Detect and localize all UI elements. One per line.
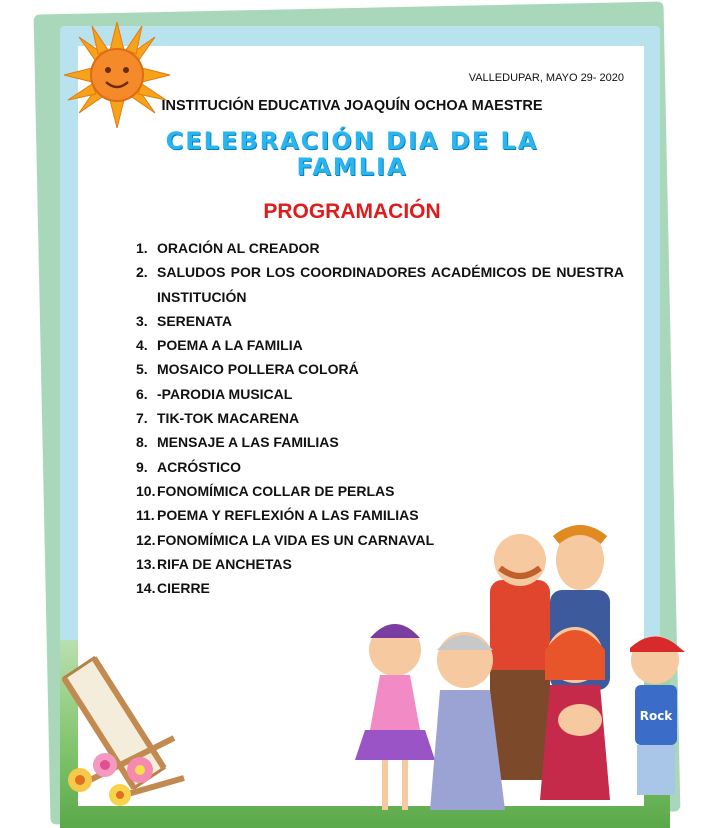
flower bbox=[109, 784, 131, 806]
program-item-text: SALUDOS POR LOS COORDINADORES ACADÉMICOS DE NUESTRA INSTITUCIÓN bbox=[157, 264, 624, 305]
program-item-number: 4. bbox=[136, 337, 148, 354]
family-illustration bbox=[340, 520, 704, 820]
program-item bbox=[136, 309, 624, 333]
program-item bbox=[136, 406, 624, 430]
program-item-number: 9. bbox=[136, 458, 148, 475]
program-item-number: 6. bbox=[136, 385, 148, 402]
program-item bbox=[136, 382, 624, 406]
program-item bbox=[136, 357, 624, 381]
program-item-text: POEMA Y REFLEXIÓN A LAS FAMILIAS bbox=[157, 507, 419, 524]
program-item-number: 1. bbox=[136, 240, 148, 256]
program-item-number: 2. bbox=[136, 264, 148, 281]
program-item-text: MENSAJE A LAS FAMILIAS bbox=[157, 434, 339, 451]
mom-figure bbox=[540, 627, 610, 800]
boy-figure bbox=[630, 636, 685, 795]
program-item-text: ACRÓSTICO bbox=[157, 458, 241, 475]
grandpa-figure bbox=[490, 534, 550, 780]
program-item-number: 14. bbox=[136, 580, 156, 597]
flowers-illustration bbox=[60, 740, 170, 810]
program-item bbox=[136, 455, 624, 479]
program-item bbox=[136, 430, 624, 454]
sun-face bbox=[91, 49, 143, 101]
program-item-text: MOSAICO POLLERA COLORÁ bbox=[157, 361, 359, 378]
program-item bbox=[136, 260, 624, 309]
program-item-text: FONOMÍMICA COLLAR DE PERLAS bbox=[157, 482, 395, 499]
date-line: VALLEDUPAR, MAYO 29- 2020 bbox=[468, 72, 624, 84]
girl-figure bbox=[355, 624, 435, 810]
program-item-number: 11. bbox=[136, 507, 155, 524]
flower bbox=[93, 753, 117, 777]
program-item-text: CIERRE bbox=[157, 580, 210, 597]
program-item-number: 8. bbox=[136, 434, 148, 451]
program-item bbox=[136, 333, 624, 357]
program-item-number: 7. bbox=[136, 410, 148, 427]
program-item-number: 12. bbox=[136, 531, 156, 548]
school-name: INSTITUCIÓN EDUCATIVA JOAQUÍN OCHOA MAESTRE bbox=[161, 98, 543, 114]
program-item-text: SERENATA bbox=[157, 312, 232, 329]
boy-shirt-text: Rock bbox=[639, 709, 673, 723]
program-item-text: ORACIÓN AL CREADOR bbox=[157, 240, 320, 256]
program-item-text: -PARODIA MUSICAL bbox=[157, 385, 293, 402]
event-title-line1: CELEBRACIÓN DIA DE LA bbox=[165, 127, 539, 155]
event-title-line2: FAMLIA bbox=[296, 153, 408, 181]
program-item-text: FONOMÍMICA LA VIDA ES UN CARNAVAL bbox=[157, 531, 435, 548]
flower bbox=[68, 768, 92, 792]
program-item-number: 10. bbox=[136, 482, 156, 499]
program-item bbox=[136, 236, 624, 260]
program-heading: PROGRAMACIÓN bbox=[263, 200, 441, 223]
program-item-number: 3. bbox=[136, 312, 148, 329]
program-item-text: TIK-TOK MACARENA bbox=[157, 410, 300, 427]
program-item-number: 13. bbox=[136, 555, 156, 572]
program-item-text: RIFA DE ANCHETAS bbox=[157, 555, 292, 572]
program-item bbox=[136, 479, 624, 503]
event-title bbox=[0, 128, 704, 180]
program-item-text: POEMA A LA FAMILIA bbox=[157, 337, 303, 354]
program-item-number: 5. bbox=[136, 361, 148, 378]
flower bbox=[127, 757, 153, 783]
